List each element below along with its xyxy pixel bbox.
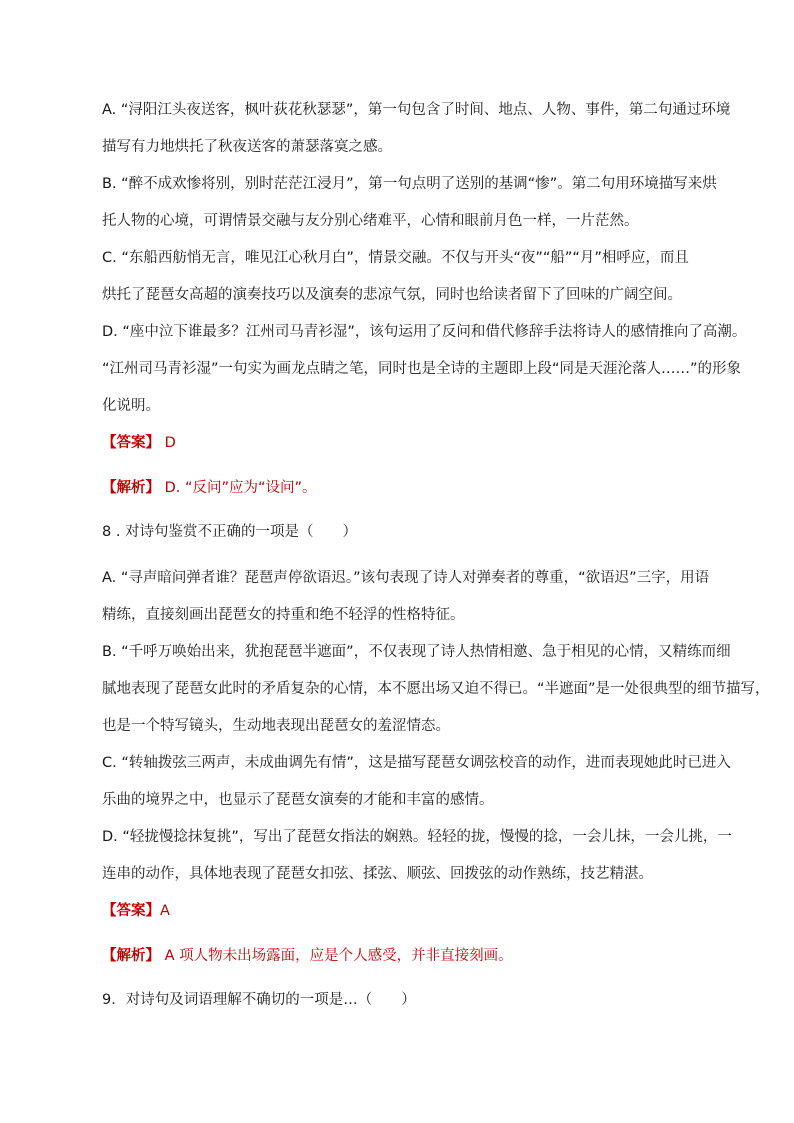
q7-option-d	[102, 314, 747, 425]
text-line: 也是一个特写镜头，生动地表现出琵琶女的羞涩情态。	[102, 718, 450, 734]
q7-option-a	[102, 92, 731, 166]
answer-value: D	[160, 435, 176, 451]
q7-analysis	[102, 470, 726, 507]
text-line: 腻地表现了琵琶女此时的矛盾复杂的心情，本不愿出场又迫不得已。“半遮面”是一处很典型的细节描写，	[102, 681, 770, 697]
text-line: A. “寻声暗问弹者谁？琵琶声停欲语迟。”该句表现了诗人对弹奏者的尊重，“欲语迟”三字，用语	[102, 570, 710, 586]
question-stem: 8 . 对诗句鉴赏不正确的一项是（ ）	[102, 524, 358, 540]
analysis-text: D. “反问”应为“设问”。	[160, 480, 317, 496]
q8-answer	[102, 893, 726, 930]
q8-option-c	[102, 745, 731, 819]
text-line: 描写有力地烘托了秋夜送客的萧瑟落寞之感。	[102, 139, 392, 155]
q8-stem	[102, 514, 726, 551]
q8-analysis	[102, 938, 726, 975]
analysis-tag: 【解析】	[102, 948, 160, 964]
text-line: 精练，直接刻画出琵琶女的持重和绝不轻浮的性格特征。	[102, 607, 465, 623]
text-line: 化说明。	[102, 398, 160, 414]
q9-stem	[102, 982, 726, 1019]
answer-tag: 【答案】	[102, 903, 160, 919]
question-stem: 9．对诗句及词语理解不确切的一项是…（ ）	[102, 992, 416, 1008]
q7-answer	[102, 425, 726, 462]
text-line: B. “千呼万唤始出来，犹抱琵琶半遮面”，不仅表现了诗人热情相邀、急于相见的心情，又精练而细	[102, 644, 731, 660]
text-line: “江州司马青衫湿”一句实为画龙点睛之笔，同时也是全诗的主题即上段“同是天涯沦落人……”的形象	[102, 361, 742, 377]
text-line: A. “浔阳江头夜送客，枫叶荻花秋瑟瑟”，第一句包含了时间、地点、人物、事件，第二句通过环境	[102, 102, 731, 118]
analysis-text: A 项人物未出场露面，应是个人感受，并非直接刻画。	[160, 948, 513, 964]
text-line: B. “醉不成欢惨将别，别时茫茫江浸月”，第一句点明了送别的基调“惨”。第二句用环境描写来烘	[102, 176, 717, 192]
q7-option-c	[102, 240, 726, 314]
text-line: D. “座中泣下谁最多？江州司马青衫湿”，该句运用了反问和借代修辞手法将诗人的感情推向了高潮。	[102, 324, 747, 340]
text-line: 烘托了琵琶女高超的演奏技巧以及演奏的悲凉气氛，同时也给读者留下了回味的广阔空间。	[102, 287, 682, 303]
q8-option-a	[102, 560, 726, 634]
text-line: D. “轻拢慢捻抹复挑”，写出了琵琶女指法的娴熟。轻轻的拢，慢慢的捻，一会儿抹，一会儿挑，一	[102, 829, 732, 845]
text-line: 托人物的心境，可谓情景交融与友分别心绪难平，心情和眼前月色一样，一片茫然。	[102, 213, 639, 229]
text-line: C. “转轴拨弦三两声，未成曲调先有情”，这是描写琵琶女调弦校音的动作，进而表现她此时已进入	[102, 755, 731, 771]
answer-value: A	[160, 903, 170, 919]
text-line: 连串的动作，具体地表现了琵琶女扣弦、揉弦、顺弦、回拨弦的动作熟练，技艺精湛。	[102, 866, 653, 882]
answer-tag: 【答案】	[102, 435, 160, 451]
q7-option-b	[102, 166, 726, 240]
text-line: C. “东船西舫悄无言，唯见江心秋月白”，情景交融。不仅与开头“夜”“船”“月”相呼应，而且	[102, 250, 689, 266]
q8-option-b	[102, 634, 770, 745]
q8-option-d	[102, 819, 732, 893]
text-line: 乐曲的境界之中，也显示了琵琶女演奏的才能和丰富的感情。	[102, 792, 494, 808]
analysis-tag: 【解析】	[102, 480, 160, 496]
